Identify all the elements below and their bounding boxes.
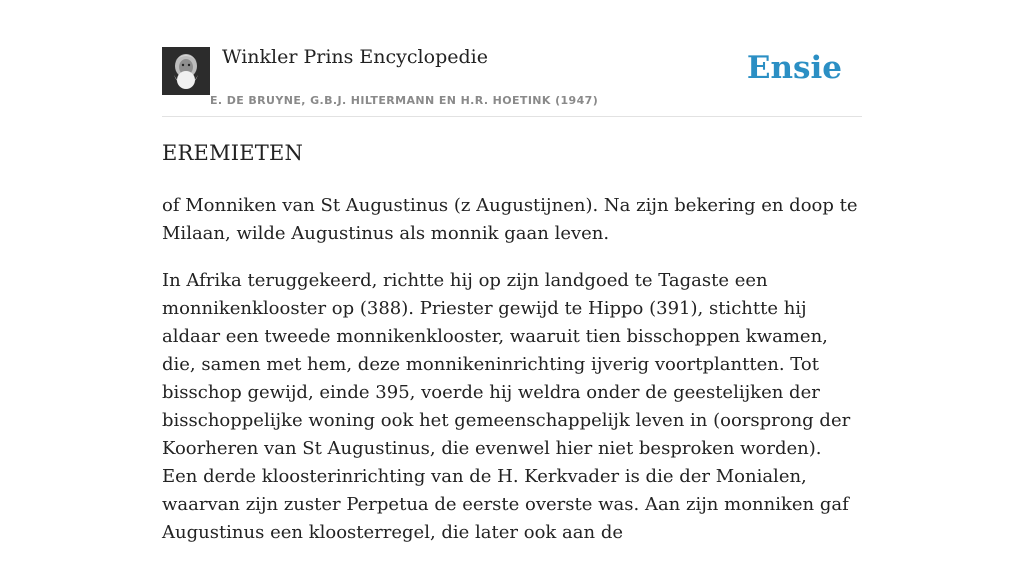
site-header	[162, 0, 862, 117]
paragraph: of Monniken van St Augustinus (z Augustijnen). Na zijn bekering en doop te Milaan, wilde Augustinus als monnik gaan leven.	[162, 195, 858, 244]
ensie-logo[interactable]: Ensie	[746, 50, 842, 86]
entry-title: EREMIETEN	[162, 141, 304, 165]
article-body	[162, 192, 862, 566]
author-byline: E. DE BRUYNE, G.B.J. HILTERMANN EN H.R. HOETINK (1947)	[210, 94, 599, 107]
page	[162, 0, 862, 543]
paragraph: In Afrika teruggekeerd, richtte hij op zijn landgoed te Tagaste een monnikenklooster op (388). Priester gewijd te Hippo (391), stichtte hij aldaar een tweede monnikenklooster, waaruit tien bisschoppen kwamen, die, samen met hem, deze monnikeninrichting ijverig voortplantten. Tot bisschop gewijd, einde 395, voerde hij weldra onder de geestelijken der bisschoppelijke woning ook het gemeenschappelijk leven in (oorsprong der Koorheren van St Augustinus, die evenwel hier niet besproken worden). Een derde kloosterinrichting van de H. Kerkvader is die der Monialen, waarvan zijn zuster Perpetua de eerste overste was. Aan zijn monniken gaf Augustinus een kloosterregel, die later ook aan de	[162, 270, 851, 543]
author-portrait-icon[interactable]	[162, 47, 210, 95]
site-title[interactable]: Winkler Prins Encyclopedie	[222, 46, 488, 68]
